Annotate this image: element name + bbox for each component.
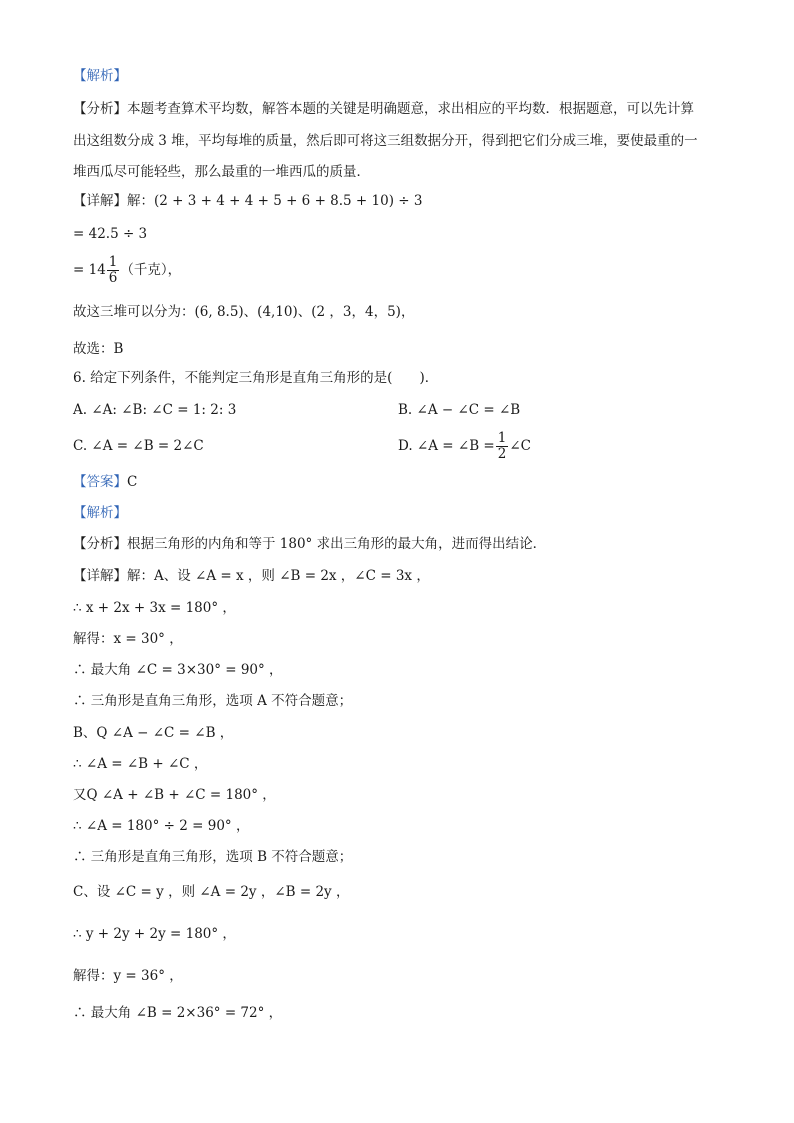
detail-text: 解：(2 + 3 + 4 + 4 + 5 + 6 + 8.5 + 10) ÷ 3: [127, 193, 423, 209]
calc-result-unit: （千克），: [120, 262, 182, 278]
step-line-16: 解得：x = 30° ，: [73, 631, 183, 647]
detail-label: 【详解】: [73, 193, 127, 209]
detail-text: 解：A、设 ∠A = x ，则 ∠B = 2x ，∠C = 3x ，: [127, 568, 430, 584]
step-line-24: C、设 ∠C = y ，则 ∠A = 2y ，∠B = 2y ，: [73, 884, 350, 900]
step-line-19: B、Q ∠A − ∠C = ∠B ，: [73, 725, 234, 741]
grouping-line: 故这三堆可以分为：(6, 8.5)、(4,10)、(2 ，3，4，5)，: [73, 304, 415, 320]
step-line-23: ∴ 三角形是直角三角形，选项 B 不符合题意；: [73, 849, 353, 865]
analysis-line-3: 堆西瓜尽可能轻些，那么最重的一堆西瓜的质量．: [73, 164, 370, 180]
step-line-20: ∴ ∠A = ∠B + ∠C ，: [73, 756, 208, 772]
calc-line-2: [73, 255, 724, 286]
step-line-26: 解得：y = 36° ，: [73, 968, 183, 984]
option-d-fraction: [496, 431, 509, 462]
detail-line-1: [73, 191, 724, 211]
analysis-line-2: 出这组数分成 3 堆，平均每堆的质量，然后即可将这三组数据分开，得到把它们分成三堆，要使最重的一: [73, 133, 698, 149]
step-line-27: ∴ 最大角 ∠B = 2×36° = 72° ，: [73, 1005, 283, 1021]
options-row-1: [73, 400, 724, 420]
section-label-jiexi-2: 【解析】: [73, 505, 127, 521]
fraction-denominator: 2: [497, 446, 507, 462]
answer-label: 【答案】: [73, 474, 127, 490]
calc-result-prefix: = 14: [73, 262, 106, 278]
fraction-numerator: 1: [497, 430, 507, 446]
options-row-2: [73, 430, 724, 462]
option-d-suffix: ∠C: [509, 438, 531, 454]
step-line-21: 又Q ∠A + ∠B + ∠C = 180° ，: [73, 787, 276, 803]
option-d: [398, 430, 531, 462]
option-d-prefix: D. ∠A = ∠B =: [398, 438, 495, 454]
detail-line-q6: [73, 566, 724, 586]
step-line-25: ∴ y + 2y + 2y = 180° ，: [73, 926, 236, 942]
question-6: 6. 给定下列条件，不能判定三角形是直角三角形的是( )．: [73, 370, 439, 386]
answer-line: [73, 472, 724, 492]
detail-label: 【详解】: [73, 568, 127, 584]
analysis-line-q6: 【分析】根据三角形的内角和等于 180° 求出三角形的最大角，进而得出结论．: [73, 536, 547, 552]
analysis-line-1: 【分析】本题考查算术平均数，解答本题的关键是明确题意，求出相应的平均数．根据题意，可以先计算: [73, 101, 694, 117]
step-line-18: ∴ 三角形是直角三角形，选项 A 不符合题意；: [73, 693, 353, 709]
option-b: B. ∠A − ∠C = ∠B: [398, 402, 521, 418]
option-c: C. ∠A = ∠B = 2∠C: [73, 438, 204, 454]
answer-text: C: [127, 474, 138, 490]
fraction-numerator: 1: [108, 254, 118, 270]
choice-line: 故选：B: [73, 341, 124, 357]
step-line-22: ∴ ∠A = 180° ÷ 2 = 90° ，: [73, 818, 250, 834]
step-line-15: ∴ x + 2x + 3x = 180° ，: [73, 600, 236, 616]
mixed-fraction: [107, 255, 120, 286]
section-label-jiexi: 【解析】: [73, 68, 127, 84]
step-line-17: ∴ 最大角 ∠C = 3×30° = 90° ，: [73, 662, 283, 678]
option-a: A. ∠A: ∠B: ∠C = 1: 2: 3: [73, 402, 237, 418]
fraction-denominator: 6: [108, 270, 118, 286]
calc-line-1: = 42.5 ÷ 3: [73, 226, 148, 242]
